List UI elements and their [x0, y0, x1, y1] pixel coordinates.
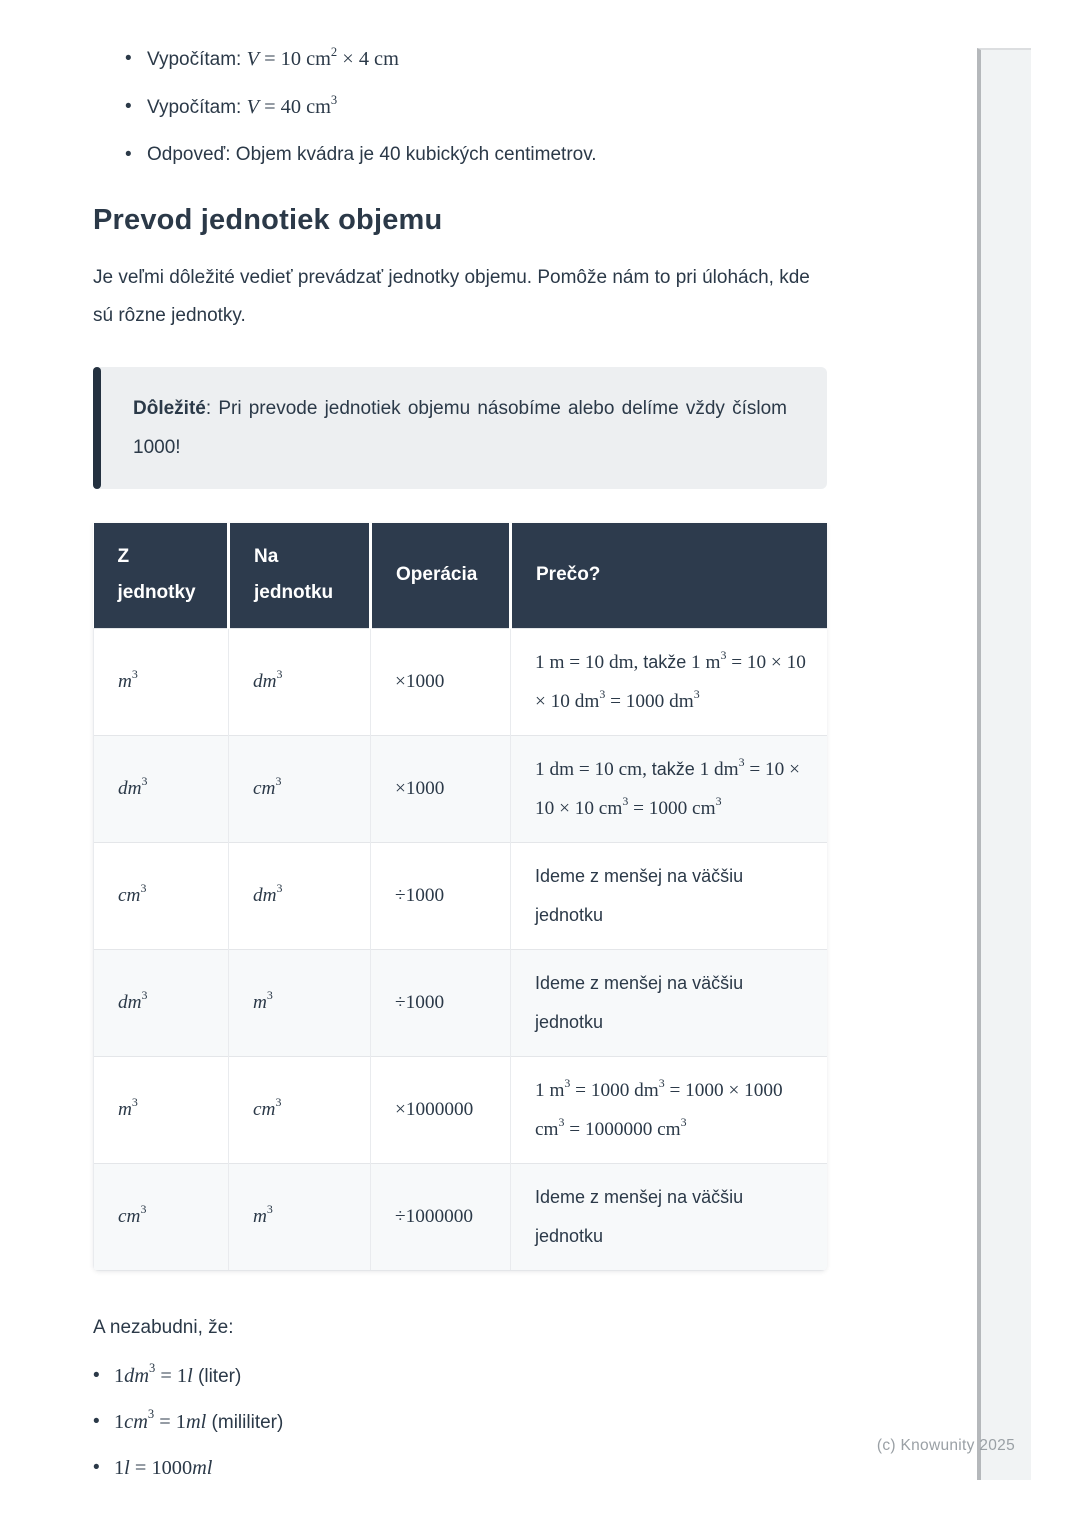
text-segment: 3	[131, 1095, 138, 1110]
text-segment: m	[118, 1099, 132, 1120]
callout-accent-bar	[93, 367, 101, 489]
text-segment: l	[187, 1364, 193, 1387]
text-segment: = 1000 dm	[605, 690, 694, 712]
cell-why	[511, 949, 828, 1056]
text-segment: Ideme z menšej na väčšiu jednotku	[535, 1186, 744, 1246]
text-segment: 3	[131, 667, 138, 682]
text-segment: cm	[118, 1206, 141, 1227]
copyright-footer: (c) Knowunity 2025	[876, 1437, 1015, 1454]
text-segment: ml	[185, 1410, 207, 1433]
text-segment: 3	[141, 774, 148, 789]
cell-from-unit	[94, 949, 229, 1056]
text-segment: Ideme z menšej na väčšiu jednotku	[535, 972, 744, 1032]
text-segment: 2	[330, 44, 338, 59]
text-segment: 3	[720, 647, 727, 662]
text-segment: = 10 × 10 × 10 dm	[535, 651, 806, 712]
text-segment: 3	[558, 1114, 565, 1129]
text-segment: ml	[192, 1456, 213, 1479]
text-segment: 3	[564, 1075, 571, 1090]
column-header-operation: Operácia	[371, 523, 511, 628]
text-segment: 3	[658, 1075, 665, 1090]
column-header-why: Prečo?	[511, 523, 828, 628]
text-segment: : Pri prevode jednotiek objemu násobíme alebo delíme vždy číslom 1000!	[133, 398, 787, 458]
bullet-icon: •	[125, 96, 132, 117]
text-segment: 3	[715, 793, 722, 808]
cell-operation	[371, 735, 511, 842]
cell-operation	[371, 1163, 511, 1270]
text-segment: 1 m = 10 dm,	[535, 651, 644, 673]
text-segment: = 10 cm	[259, 48, 331, 70]
table-row	[94, 1056, 828, 1163]
text-segment: 3	[738, 754, 745, 769]
conversion-table-container	[93, 523, 827, 1271]
text-segment: 3	[266, 1202, 273, 1217]
text-segment: 3	[149, 1361, 156, 1376]
text-segment: cm	[253, 1099, 276, 1120]
text-segment: dm	[253, 885, 277, 906]
text-segment: 3	[276, 667, 283, 682]
text-segment: 3	[680, 1114, 687, 1129]
text-segment: 3	[275, 1095, 282, 1110]
conversion-table	[93, 523, 827, 1271]
text-segment: 1 m	[686, 651, 721, 673]
text-segment: 3	[622, 793, 629, 808]
text-segment: = 1000 × 1000 cm	[535, 1079, 783, 1140]
bullet-icon: •	[125, 144, 132, 165]
cell-from-unit	[94, 1056, 229, 1163]
text-segment: 3	[266, 988, 273, 1003]
text-segment: ×1000000	[395, 1099, 474, 1120]
text-segment: ÷1000	[395, 885, 445, 906]
text-segment: 3	[141, 988, 148, 1003]
table-body	[94, 628, 828, 1270]
text-segment: takže	[651, 758, 695, 779]
cell-from-unit	[94, 842, 229, 949]
text-segment: = 10 × 10 × 10 cm	[535, 758, 800, 819]
cell-operation	[371, 1056, 511, 1163]
list-item	[93, 1455, 827, 1482]
text-segment: 3	[599, 686, 606, 701]
text-segment: = 1000000 cm	[564, 1118, 681, 1140]
table-row	[94, 735, 828, 842]
callout-text	[133, 389, 787, 467]
column-header-from-unit: Z jednotky	[94, 523, 229, 628]
important-callout	[93, 367, 827, 489]
text-segment: ×1000	[395, 671, 445, 692]
list-item	[125, 142, 827, 168]
text-segment: Vypočítam:	[147, 97, 247, 118]
table-row	[94, 1163, 828, 1270]
list-item-text	[147, 94, 337, 121]
unit-facts-list	[93, 1363, 827, 1482]
text-segment: = 1000 dm	[570, 1079, 659, 1101]
list-item-text	[114, 1409, 283, 1436]
text-segment: Dôležité	[133, 398, 206, 419]
cell-from-unit	[94, 1163, 229, 1270]
text-segment: 1 dm	[694, 758, 739, 780]
text-segment: V	[246, 48, 260, 70]
table-row	[94, 628, 828, 735]
text-segment: cm	[118, 885, 141, 906]
text-segment: m	[253, 1206, 267, 1227]
scrollbar-track[interactable]	[977, 48, 1031, 1480]
text-segment: 3	[275, 774, 282, 789]
cell-from-unit	[94, 628, 229, 735]
text-segment: (mililiter)	[206, 1411, 284, 1433]
text-segment: × 4 cm	[337, 48, 399, 70]
text-segment: l	[124, 1456, 130, 1479]
text-segment: 3	[276, 881, 283, 896]
text-segment: (liter)	[192, 1365, 242, 1387]
intro-paragraph: Je veľmi dôležité vedieť prevádzať jednotky objemu. Pomôže nám to pri úlohách, kde sú rôzne jednotky.	[93, 267, 810, 326]
cell-to-unit	[229, 1163, 371, 1270]
text-segment: = 1000	[129, 1456, 193, 1479]
text-segment: m	[118, 671, 132, 692]
text-segment: cm	[124, 1410, 148, 1433]
text-segment: 1 dm = 10 cm,	[535, 758, 652, 780]
cell-operation	[371, 842, 511, 949]
text-segment: = 40 cm	[259, 96, 331, 118]
text-segment: Ideme z menšej na väčšiu jednotku	[535, 865, 744, 925]
text-segment: 3	[330, 92, 338, 107]
document-page	[93, 0, 827, 1482]
cell-why	[511, 1163, 828, 1270]
cell-from-unit	[94, 735, 229, 842]
cell-why	[511, 735, 828, 842]
text-segment: ×1000	[395, 778, 445, 799]
text-segment: dm	[118, 992, 142, 1013]
text-segment: ÷1000000	[395, 1206, 473, 1227]
list-item-text	[147, 46, 399, 73]
text-segment: = 1	[154, 1410, 186, 1433]
table-row	[94, 949, 828, 1056]
cell-operation	[371, 949, 511, 1056]
text-segment: 3	[147, 1407, 155, 1422]
text-segment: = 1000 cm	[628, 797, 716, 819]
list-item-text	[114, 1363, 241, 1390]
section-heading: Prevod jednotiek objemu	[93, 204, 443, 236]
text-segment: 1 m	[535, 1079, 565, 1101]
text-segment: V	[246, 96, 260, 118]
cell-why	[511, 1056, 828, 1163]
cell-why	[511, 628, 828, 735]
table-header-row	[94, 523, 828, 628]
text-segment: 1	[114, 1364, 125, 1387]
list-item	[93, 1409, 827, 1436]
text-segment: ÷1000	[395, 992, 445, 1013]
list-item-text	[114, 1455, 212, 1482]
bullet-icon: •	[93, 1410, 100, 1432]
cell-to-unit	[229, 949, 371, 1056]
text-segment: m	[253, 992, 267, 1013]
cell-operation	[371, 628, 511, 735]
text-segment: dm	[124, 1364, 150, 1387]
text-segment: 1	[114, 1456, 125, 1479]
text-segment: 1	[114, 1410, 125, 1433]
list-item	[125, 94, 827, 121]
text-segment: 3	[693, 686, 700, 701]
text-segment: dm	[118, 778, 142, 799]
text-segment: dm	[253, 671, 277, 692]
cell-to-unit	[229, 842, 371, 949]
list-item-text	[147, 142, 597, 168]
bullet-icon: •	[93, 1456, 100, 1478]
cell-to-unit	[229, 628, 371, 735]
text-segment: Odpoveď: Objem kvádra je 40 kubických centimetrov.	[147, 144, 597, 165]
text-segment: = 1	[155, 1364, 188, 1387]
text-segment: 3	[140, 1202, 147, 1217]
bullet-icon: •	[93, 1364, 100, 1386]
table-row	[94, 842, 828, 949]
list-item	[93, 1363, 827, 1390]
column-header-to-unit: Na jednotku	[229, 523, 371, 628]
solution-steps-list	[125, 46, 827, 168]
outro-text: A nezabudni, že:	[93, 1316, 234, 1338]
text-segment: cm	[253, 778, 276, 799]
text-segment: Vypočítam:	[147, 49, 247, 70]
text-segment: 3	[140, 881, 147, 896]
cell-to-unit	[229, 735, 371, 842]
bullet-icon: •	[125, 48, 132, 69]
cell-why	[511, 842, 828, 949]
cell-to-unit	[229, 1056, 371, 1163]
list-item	[125, 46, 827, 73]
text-segment: takže	[643, 651, 687, 672]
